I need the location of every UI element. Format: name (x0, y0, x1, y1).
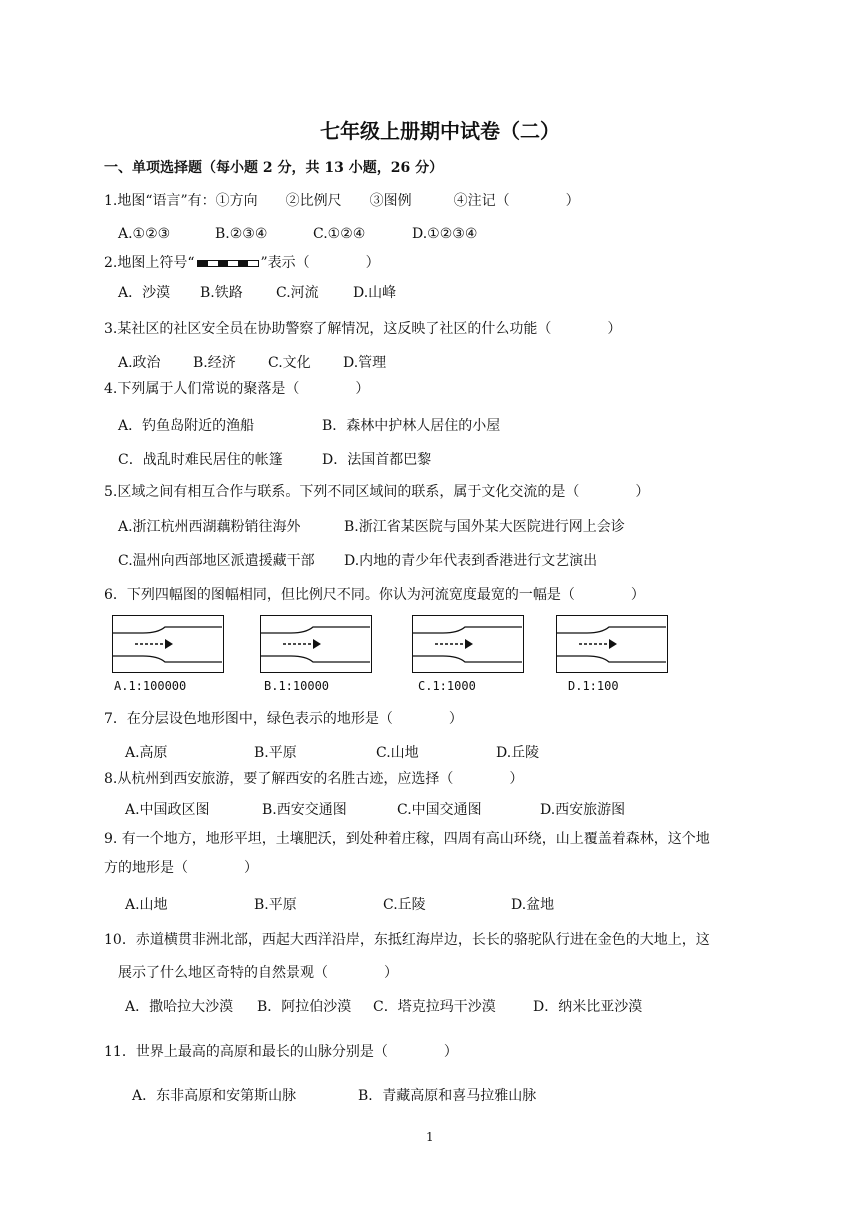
river-map-d (556, 615, 668, 673)
q2-stem-end: ”表示（ ） (260, 255, 380, 271)
q1-option-a: A.①②③ (118, 226, 171, 242)
river-icon (413, 616, 522, 671)
question-9-cont: 方的地形是（ ） (104, 860, 258, 876)
q8-option-d: D.西安旅游图 (540, 802, 626, 818)
river-map-b (260, 615, 372, 673)
q2-option-d: D.山峰 (353, 285, 397, 301)
river-map-a (112, 615, 224, 673)
question-10: 10．赤道横贯非洲北部，西起大西洋沿岸，东抵红海岸边，长长的骆驼队行进在金色的大地上，这 (104, 932, 710, 948)
q9-option-a: A.山地 (125, 897, 168, 913)
river-icon (557, 616, 666, 671)
q9-option-b: B.平原 (254, 897, 297, 913)
map-caption-a: A.1:100000 (114, 679, 187, 693)
question-3: 3.某社区的社区安全员在协助警察了解情况，这反映了社区的什么功能（ ） (104, 321, 622, 337)
q10-option-d: D．纳米比亚沙漠 (533, 999, 643, 1015)
q3-option-c: C.文化 (268, 355, 311, 371)
q7-option-b: B.平原 (254, 745, 297, 761)
q7-option-a: A.高原 (125, 745, 168, 761)
q4-option-d: D．法国首都巴黎 (322, 452, 432, 468)
q9-option-d: D.盆地 (511, 897, 555, 913)
q8-option-a: A.中国政区图 (125, 802, 210, 818)
q5-option-c: C.温州向西部地区派遣援藏干部 (118, 553, 315, 569)
map-caption-d: D.1:100 (568, 679, 619, 693)
question-11: 11．世界上最高的高原和最长的山脉分别是（ ） (104, 1044, 458, 1060)
q3-option-b: B.经济 (193, 355, 236, 371)
question-1: 1.地图“语言”有：①方向 ②比例尺 ③图例 ④注记（ ） (104, 193, 580, 209)
page-title: 七年级上册期中试卷（二） (320, 119, 560, 143)
q2-option-b: B.铁路 (200, 285, 243, 301)
railway-symbol-icon (197, 260, 259, 267)
q4-option-a: A．钓鱼岛附近的渔船 (118, 418, 255, 434)
q5-option-b: B.浙江省某医院与国外某大医院进行网上会诊 (344, 519, 625, 535)
q10-option-c: C．塔克拉玛干沙漠 (373, 999, 496, 1015)
q4-option-c: C．战乱时难民居住的帐篷 (118, 452, 283, 468)
river-icon (113, 616, 222, 671)
q2-option-c: C.河流 (276, 285, 319, 301)
q10-option-b: B．阿拉伯沙漠 (257, 999, 352, 1015)
q11-option-a: A．东非高原和安第斯山脉 (132, 1088, 297, 1104)
question-8: 8.从杭州到西安旅游，要了解西安的名胜古迹，应选择（ ） (104, 771, 524, 787)
q8-option-c: C.中国交通图 (397, 802, 482, 818)
q8-option-b: B.西安交通图 (262, 802, 347, 818)
map-caption-c: C.1:1000 (418, 679, 476, 693)
q5-option-a: A.浙江杭州西湖藕粉销往海外 (118, 519, 301, 535)
q7-option-d: D.丘陵 (496, 745, 540, 761)
river-icon (261, 616, 370, 671)
question-9: 9. 有一个地方，地形平坦，土壤肥沃，到处种着庄稼，四周有高山环绕，山上覆盖着森林，这个地 (104, 831, 710, 847)
question-2 (104, 252, 380, 272)
q3-option-a: A.政治 (118, 355, 161, 371)
page-number: 1 (426, 1130, 434, 1144)
section-heading: 一、单项选择题（每小题 2 分，共 13 小题，26 分） (104, 160, 444, 176)
q9-option-c: C.丘陵 (383, 897, 426, 913)
question-10-cont: 展示了什么地区奇特的自然景观（ ） (118, 965, 398, 981)
q7-option-c: C.山地 (376, 745, 419, 761)
q1-option-d: D.①②③④ (412, 226, 478, 242)
q2-stem-start: 2.地图上符号“ (104, 255, 195, 271)
q1-option-b: B.②③④ (215, 226, 268, 242)
q5-option-d: D.内地的青少年代表到香港进行文艺演出 (344, 553, 598, 569)
q1-option-c: C.①②④ (313, 226, 366, 242)
q3-option-d: D.管理 (343, 355, 387, 371)
question-7: 7．在分层设色地形图中，绿色表示的地形是（ ） (104, 711, 463, 727)
q2-option-a: A．沙漠 (118, 285, 171, 301)
q4-option-b: B．森林中护林人居住的小屋 (322, 418, 501, 434)
q11-option-b: B．青藏高原和喜马拉雅山脉 (358, 1088, 537, 1104)
question-6: 6．下列四幅图的图幅相同，但比例尺不同。你认为河流宽度最宽的一幅是（ ） (104, 587, 645, 603)
question-5: 5.区域之间有相互合作与联系。下列不同区域间的联系，属于文化交流的是（ ） (104, 484, 650, 500)
river-map-c (412, 615, 524, 673)
question-4: 4.下列属于人们常说的聚落是（ ） (104, 381, 370, 397)
map-caption-b: B.1:10000 (264, 679, 330, 693)
q10-option-a: A．撒哈拉大沙漠 (125, 999, 234, 1015)
